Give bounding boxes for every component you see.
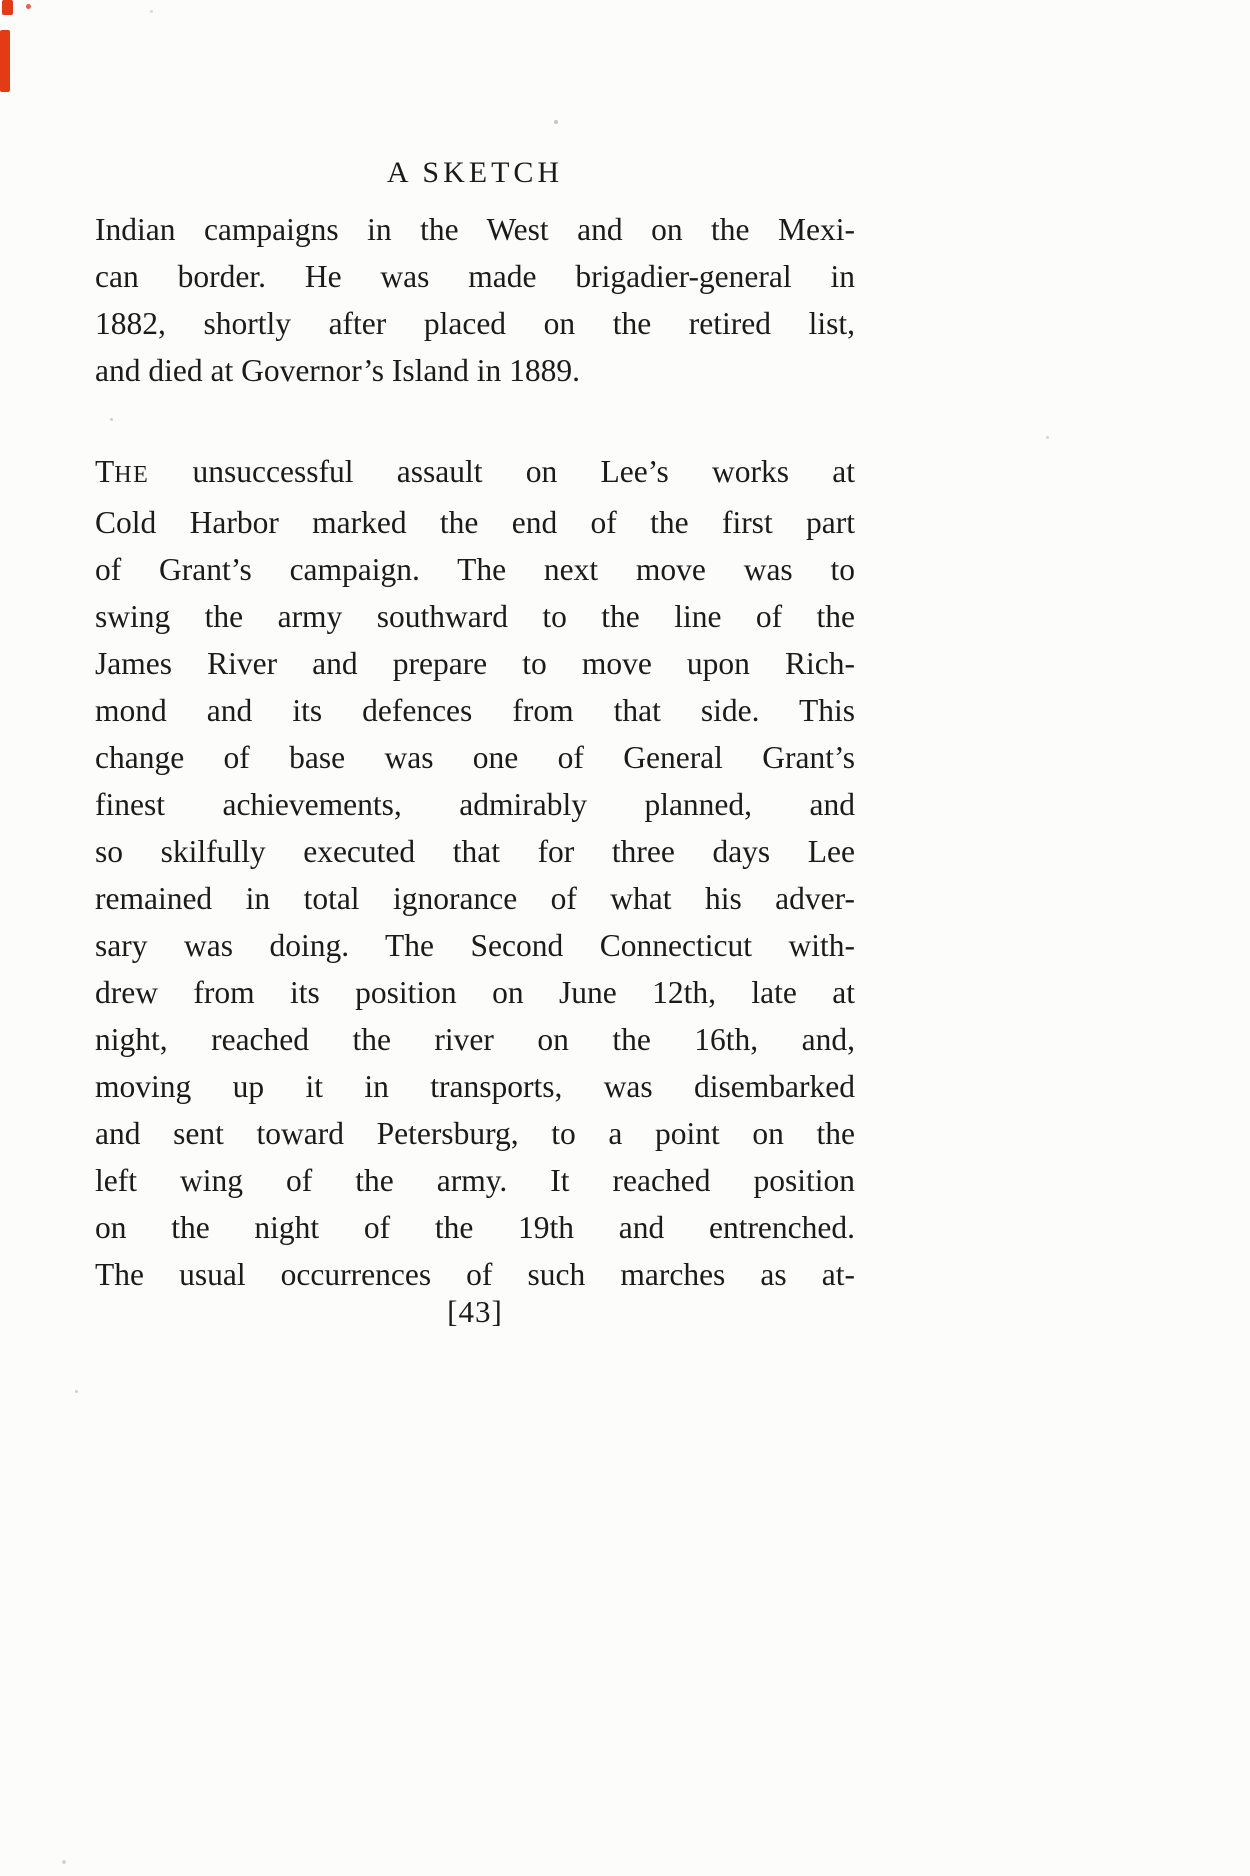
lead-capital: T — [95, 454, 115, 489]
scan-speck — [62, 1860, 66, 1864]
text-line: so skilfully executed that for three days Lee — [95, 834, 855, 869]
scan-artifact-red — [26, 4, 31, 9]
page-heading: A SKETCH — [386, 156, 564, 189]
scan-artifact-red — [2, 0, 13, 15]
text-line: James River and prepare to move upon Rich- — [95, 646, 855, 681]
text-line: moving up it in transports, was disembarked — [95, 1069, 855, 1104]
page-number: [43] — [447, 1294, 503, 1329]
text-line: swing the army southward to the line of the — [95, 599, 855, 634]
text-line: sary was doing. The Second Connecticut with- — [95, 928, 855, 963]
text-line: can border. He was made brigadier-general in — [95, 259, 855, 294]
paragraph — [95, 448, 855, 1298]
scan-speck — [150, 10, 153, 13]
text-line: change of base was one of General Grant’s — [95, 740, 855, 775]
text-line: night, reached the river on the 16th, and, — [95, 1022, 855, 1057]
text-line — [95, 448, 855, 499]
text-line: of Grant’s campaign. The next move was to — [95, 552, 855, 587]
text-line: and sent toward Petersburg, to a point on the — [95, 1116, 855, 1151]
scan-speck — [75, 1390, 78, 1393]
text-line: mond and its defences from that side. This — [95, 693, 855, 728]
text-line: Cold Harbor marked the end of the first part — [95, 505, 855, 540]
text-line: left wing of the army. It reached position — [95, 1163, 855, 1198]
text-line: remained in total ignorance of what his adver- — [95, 881, 855, 916]
scan-speck — [554, 120, 558, 124]
text-line: and died at Governor’s Island in 1889. — [95, 353, 580, 388]
smallcaps-lead: HE — [114, 462, 150, 488]
text-line: finest achievements, admirably planned, and — [95, 787, 855, 822]
text-line: The usual occurrences of such marches as at- — [95, 1257, 855, 1292]
text-line: Indian campaigns in the West and on the Mexi- — [95, 212, 855, 247]
scan-speck — [110, 418, 113, 421]
text-line: drew from its position on June 12th, late at — [95, 975, 855, 1010]
text-line-rest: unsuccessful assault on Lee’s works at — [149, 454, 855, 489]
paragraph — [95, 206, 855, 394]
scan-speck — [1046, 436, 1049, 439]
scan-artifact-red — [0, 30, 10, 92]
text-line: on the night of the 19th and entrenched. — [95, 1210, 855, 1245]
text-line: 1882, shortly after placed on the retired list, — [95, 306, 855, 341]
